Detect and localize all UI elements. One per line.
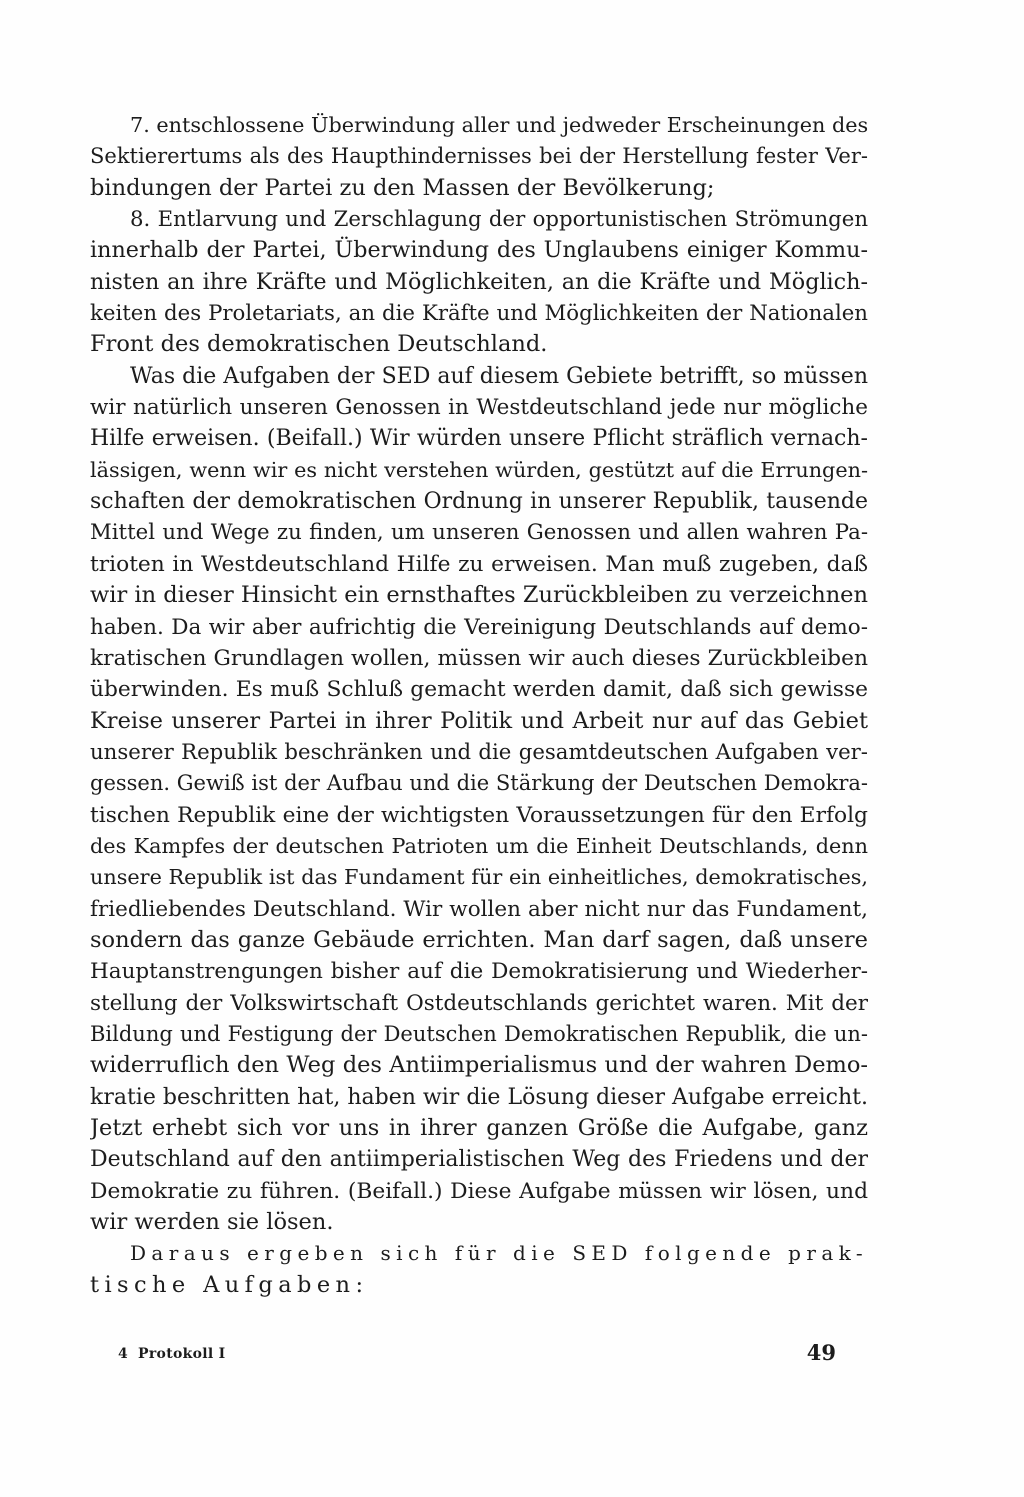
text-line: Hilfe erweisen. (Beifall.) Wir würden unsere Pflicht sträflich vernach- xyxy=(90,426,868,452)
text-line: keiten des Proletariats, an die Kräfte und Möglichkeiten der Nationalen xyxy=(90,301,868,327)
text-line: Kreise unserer Partei in ihrer Politik und Arbeit nur auf das Gebiet xyxy=(90,707,868,734)
text-line: überwinden. Es muß Schluß gemacht werden damit, daß sich gewisse xyxy=(90,677,868,703)
text-line: tische Aufgaben: xyxy=(90,1271,369,1298)
text-line: schaften der demokratischen Ordnung in unserer Republik, tausende xyxy=(90,489,868,515)
body-text xyxy=(90,110,868,1301)
paragraph-practical-tasks xyxy=(90,1238,868,1301)
text-line: Mittel und Wege zu finden, um unseren Genossen und allen wahren Pa- xyxy=(90,520,868,546)
text-line: Daraus ergeben sich für die SED folgende prak- xyxy=(130,1241,868,1266)
text-line: nisten an ihre Kräfte und Möglichkeiten, an die Kräfte und Möglich- xyxy=(90,268,868,295)
text-line: trioten in Westdeutschland Hilfe zu erweisen. Man muß zugeben, daß xyxy=(90,551,868,577)
text-line: innerhalb der Partei, Überwindung des Unglaubens einiger Kommu- xyxy=(90,237,868,264)
page-footer xyxy=(118,1340,836,1373)
page-number: 49 xyxy=(806,1340,836,1365)
signature-label: Protokoll I xyxy=(138,1346,226,1362)
text-line: wir natürlich unseren Genossen in Westdeutschland jede nur mögliche xyxy=(90,395,868,421)
text-line: wir werden sie lösen. xyxy=(90,1209,334,1236)
text-line: sondern das ganze Gebäude errichten. Man darf sagen, daß unsere xyxy=(90,926,868,953)
text-line: wir in dieser Hinsicht ein ernsthaftes Zurückbleiben zu verzeichnen xyxy=(90,582,868,609)
text-line: Deutschland auf den antiimperialistischen Weg des Friedens und der xyxy=(90,1147,868,1173)
text-line: Front des demokratischen Deutschland. xyxy=(90,331,548,358)
text-line: Sektierertums als des Haupthindernisses bei der Herstellung fester Ver- xyxy=(90,144,868,169)
text-line: Demokratie zu führen. (Beifall.) Diese Aufgabe müssen wir lösen, und xyxy=(90,1178,868,1204)
text-line: lässigen, wenn wir es nicht verstehen würden, gestützt auf die Errungen- xyxy=(90,457,868,482)
text-line: 8. Entlarvung und Zerschlagung der opportunistischen Strömungen xyxy=(130,207,868,233)
paragraph-main xyxy=(90,361,868,1239)
text-line: gessen. Gewiß ist der Aufbau und die Stärkung der Deutschen Demokra- xyxy=(90,771,868,796)
printer-signature xyxy=(118,1343,226,1365)
text-line: 7. entschlossene Überwindung aller und jedweder Erscheinungen des xyxy=(130,113,868,137)
text-line: tischen Republik eine der wichtigsten Voraussetzungen für den Erfolg xyxy=(90,802,868,828)
text-line: Jetzt erhebt sich vor uns in ihrer ganzen Größe die Aufgabe, ganz xyxy=(90,1115,868,1141)
text-line: kratischen Grundlagen wollen, müssen wir auch dieses Zurückbleiben xyxy=(90,645,868,671)
text-line: haben. Da wir aber aufrichtig die Vereinigung Deutschlands auf demo- xyxy=(90,614,868,640)
text-line: des Kampfes der deutschen Patrioten um die Einheit Deutschlands, denn xyxy=(90,833,868,858)
text-line: kratie beschritten hat, haben wir die Lösung dieser Aufgabe erreicht. xyxy=(90,1084,868,1110)
text-line: Hauptanstrengungen bisher auf die Demokratisierung und Wiederher- xyxy=(90,959,868,985)
text-line: Bildung und Festigung der Deutschen Demokratischen Republik, die un- xyxy=(90,1021,868,1046)
text-line: unsere Republik ist das Fundament für ein einheitliches, demokratisches, xyxy=(90,865,868,890)
text-line: bindungen der Partei zu den Massen der Bevölkerung; xyxy=(90,174,715,201)
text-line: Was die Aufgaben der SED auf diesem Gebiete betrifft, so müssen xyxy=(130,363,868,389)
text-line: widerruflich den Weg des Antiimperialismus und der wahren Demo- xyxy=(90,1052,868,1079)
paragraph-point-7 xyxy=(90,110,868,204)
signature-number: 4 xyxy=(118,1346,129,1362)
paragraph-point-8 xyxy=(90,204,868,361)
text-line: stellung der Volkswirtschaft Ostdeutschlands gerichtet waren. Mit der xyxy=(90,990,868,1016)
text-line: friedliebendes Deutschland. Wir wollen aber nicht nur das Fundament, xyxy=(90,896,868,922)
text-line: unserer Republik beschränken und die gesamtdeutschen Aufgaben ver- xyxy=(90,739,868,765)
